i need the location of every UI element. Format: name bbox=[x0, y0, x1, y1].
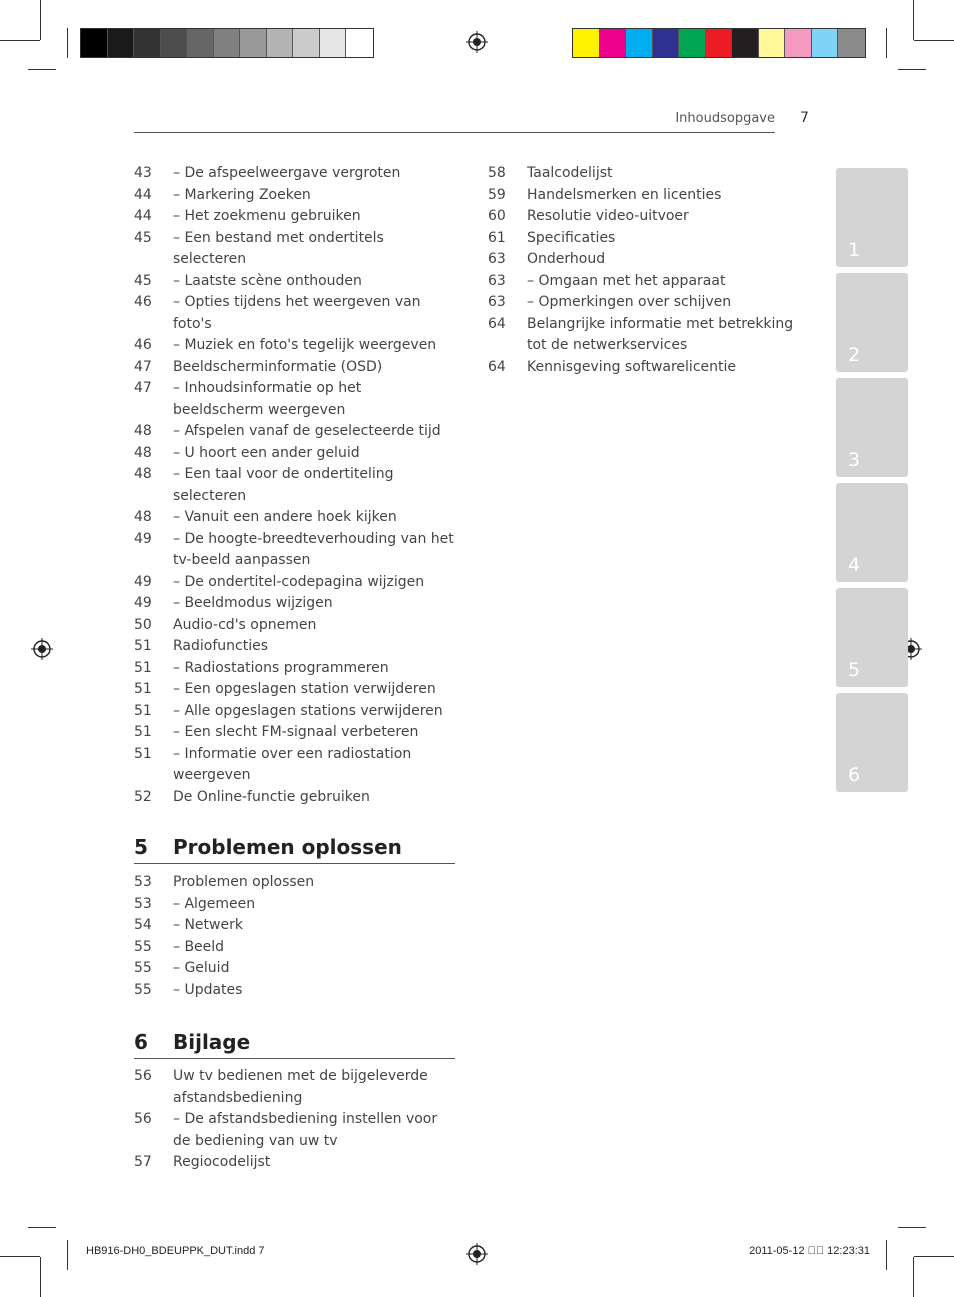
color-swatch bbox=[759, 29, 786, 57]
toc-entry-title: – Beeldmodus wijzigen bbox=[173, 595, 333, 611]
toc-entry[interactable] bbox=[488, 228, 808, 250]
toc-entry-title: – Een bestand met ondertitels selecteren bbox=[173, 229, 384, 267]
toc-entry-title: Radiofuncties bbox=[173, 638, 268, 654]
color-swatch bbox=[81, 29, 108, 57]
toc-entry[interactable] bbox=[488, 357, 808, 379]
chapter-tab-number: 1 bbox=[848, 239, 861, 261]
toc-page-number: 58 bbox=[488, 165, 506, 181]
toc-page-number: 54 bbox=[134, 917, 152, 933]
toc-entry-title: Specificaties bbox=[527, 229, 616, 246]
toc-entry[interactable] bbox=[134, 872, 455, 894]
registration-mark-icon bbox=[31, 638, 53, 660]
toc-page-number: 53 bbox=[134, 874, 152, 890]
crop-mark bbox=[0, 1256, 40, 1257]
toc-entry-title: Belangrijke informatie met betrekking tot de netwerkservices bbox=[527, 315, 794, 353]
grayscale-color-bar bbox=[80, 28, 374, 58]
section-number: 6 bbox=[134, 1030, 148, 1054]
color-swatch bbox=[108, 29, 135, 57]
toc-page-number: 45 bbox=[134, 272, 152, 289]
toc-page-number: 48 bbox=[134, 444, 152, 461]
toc-entry-title: Regiocodelijst bbox=[173, 1154, 271, 1170]
toc-page-number: 48 bbox=[134, 423, 152, 439]
toc-page-number: 47 bbox=[134, 358, 152, 375]
registration-mark-icon bbox=[466, 1243, 488, 1265]
crop-mark bbox=[913, 1257, 914, 1297]
toc-page-number: 52 bbox=[134, 788, 152, 805]
toc-page-number: 49 bbox=[134, 595, 152, 611]
toc-entry-title: Handelsmerken en licenties bbox=[527, 186, 722, 203]
toc-entry[interactable] bbox=[134, 744, 455, 787]
toc-entry-title: – Een opgeslagen station verwijderen bbox=[173, 681, 436, 697]
chapter-tab-6[interactable] bbox=[836, 693, 908, 792]
crop-mark bbox=[886, 28, 887, 58]
crop-mark bbox=[913, 0, 914, 40]
section-heading-6 bbox=[134, 1028, 455, 1059]
toc-page-number: 63 bbox=[488, 272, 506, 289]
toc-entry-title: – Beeld bbox=[173, 938, 225, 955]
crop-mark bbox=[67, 1240, 68, 1270]
toc-page-number: 51 bbox=[134, 638, 152, 654]
section-title: Bijlage bbox=[173, 1030, 251, 1054]
toc-entry[interactable] bbox=[134, 915, 455, 937]
crop-mark bbox=[898, 69, 926, 70]
chapter-tab-5[interactable] bbox=[836, 588, 908, 687]
color-swatch bbox=[134, 29, 161, 57]
toc-entry-title: – Het zoekmenu gebruiken bbox=[173, 208, 361, 224]
section-number: 5 bbox=[134, 835, 148, 859]
toc-entry[interactable] bbox=[134, 378, 455, 421]
toc-entry-title: De Online-functie gebruiken bbox=[173, 788, 370, 805]
toc-left-column bbox=[134, 163, 455, 808]
toc-entry[interactable] bbox=[134, 636, 455, 658]
toc-page-number: 51 bbox=[134, 681, 152, 697]
toc-entry[interactable] bbox=[134, 443, 455, 465]
toc-page-number: 61 bbox=[488, 229, 506, 246]
toc-entry[interactable] bbox=[488, 271, 808, 293]
toc-entry-title: – Opties tijdens het weergeven van foto's bbox=[173, 294, 421, 332]
toc-page-number: 46 bbox=[134, 337, 152, 353]
toc-right-column bbox=[488, 163, 808, 378]
toc-page-number: 55 bbox=[134, 981, 152, 998]
crop-mark bbox=[914, 1256, 954, 1257]
toc-entry[interactable] bbox=[134, 357, 455, 379]
toc-entry-title: – Informatie over een radiostation weergeven bbox=[173, 745, 412, 783]
toc-entry[interactable] bbox=[134, 894, 455, 916]
toc-entry-title: Uw tv bedienen met de bijgeleverde afstandsbediening bbox=[173, 1068, 428, 1106]
toc-entry[interactable] bbox=[488, 314, 808, 357]
toc-entry[interactable] bbox=[134, 937, 455, 959]
crop-mark bbox=[914, 40, 954, 41]
toc-entry-title: – Een taal voor de ondertiteling selecteren bbox=[173, 466, 394, 504]
toc-entry[interactable] bbox=[134, 292, 455, 335]
toc-entry-title: – Muziek en foto's tegelijk weergeven bbox=[173, 337, 437, 353]
toc-entry-title: – De afspeelweergave vergroten bbox=[173, 165, 401, 181]
process-color-bar bbox=[572, 28, 866, 58]
toc-page-number: 45 bbox=[134, 229, 152, 246]
color-swatch bbox=[346, 29, 373, 57]
toc-page-number: 51 bbox=[134, 702, 152, 719]
toc-entry-title: – Vanuit een andere hoek kijken bbox=[173, 509, 397, 525]
color-swatch bbox=[812, 29, 839, 57]
crop-mark bbox=[40, 0, 41, 40]
chapter-tab-number: 5 bbox=[848, 659, 861, 681]
toc-page-number: 63 bbox=[488, 294, 506, 310]
toc-page-number: 51 bbox=[134, 659, 152, 676]
color-swatch bbox=[626, 29, 653, 57]
toc-entry-title: – Laatste scène onthouden bbox=[173, 272, 362, 289]
color-swatch bbox=[320, 29, 347, 57]
toc-entry[interactable] bbox=[134, 529, 455, 572]
toc-entry[interactable] bbox=[488, 163, 808, 185]
crop-mark bbox=[28, 69, 56, 70]
toc-entry-title: Onderhoud bbox=[527, 251, 606, 267]
color-swatch bbox=[573, 29, 600, 57]
toc-page-number: 55 bbox=[134, 960, 152, 976]
toc-entry-title: Problemen oplossen bbox=[173, 874, 315, 890]
toc-entry[interactable] bbox=[488, 249, 808, 271]
toc-entry-title: – Inhoudsinformatie op het beeldscherm weergeven bbox=[173, 380, 362, 418]
toc-entry[interactable] bbox=[488, 292, 808, 314]
crop-mark bbox=[67, 28, 68, 58]
toc-entry[interactable] bbox=[134, 228, 455, 271]
toc-entry-title: Audio-cd's opnemen bbox=[173, 616, 317, 633]
toc-entry[interactable] bbox=[134, 421, 455, 443]
toc-entry[interactable] bbox=[488, 206, 808, 228]
toc-page-number: 46 bbox=[134, 294, 152, 310]
toc-entry[interactable] bbox=[134, 787, 455, 809]
chapter-tab-2[interactable] bbox=[836, 273, 908, 372]
color-swatch bbox=[838, 29, 865, 57]
toc-entry-title: – Alle opgeslagen stations verwijderen bbox=[173, 702, 443, 719]
toc-entry-title: Taalcodelijst bbox=[527, 165, 613, 181]
toc-entry-title: – Een slecht FM-signaal verbeteren bbox=[173, 724, 419, 740]
toc-page-number: 51 bbox=[134, 745, 152, 762]
toc-page-number: 57 bbox=[134, 1154, 152, 1170]
crop-mark bbox=[28, 1227, 56, 1228]
toc-page-number: 49 bbox=[134, 573, 152, 590]
color-swatch bbox=[600, 29, 627, 57]
toc-page-number: 63 bbox=[488, 251, 506, 267]
toc-entry[interactable] bbox=[134, 958, 455, 980]
toc-entry-title: – Afspelen vanaf de geselecteerde tijd bbox=[173, 423, 441, 439]
toc-entry[interactable] bbox=[134, 1109, 455, 1152]
toc-page-number: 59 bbox=[488, 186, 506, 203]
toc-entry[interactable] bbox=[134, 572, 455, 594]
toc-page-number: 49 bbox=[134, 530, 152, 547]
color-swatch bbox=[267, 29, 294, 57]
toc-entry-title: Beeldscherminformatie (OSD) bbox=[173, 358, 383, 375]
running-header-title: Inhoudsopgave bbox=[675, 111, 775, 126]
toc-entry-title: Kennisgeving softwarelicentie bbox=[527, 358, 736, 375]
toc-page-number: 48 bbox=[134, 466, 152, 482]
toc-entry[interactable] bbox=[134, 980, 455, 1002]
toc-entry-title: – U hoort een ander geluid bbox=[173, 444, 360, 461]
toc-entry[interactable] bbox=[134, 507, 455, 529]
color-swatch bbox=[214, 29, 241, 57]
crop-mark bbox=[886, 1240, 887, 1270]
toc-entry-title: – Updates bbox=[173, 981, 243, 998]
registration-mark-icon bbox=[466, 31, 488, 53]
crop-mark bbox=[898, 1227, 926, 1228]
toc-page-number: 64 bbox=[488, 315, 506, 332]
toc-page-number: 50 bbox=[134, 616, 152, 633]
toc-page-number: 56 bbox=[134, 1111, 152, 1127]
color-swatch bbox=[293, 29, 320, 57]
color-swatch bbox=[240, 29, 267, 57]
toc-entry[interactable] bbox=[134, 658, 455, 680]
toc-page-number: 51 bbox=[134, 724, 152, 740]
toc-entry[interactable] bbox=[134, 1066, 455, 1109]
toc-section-5 bbox=[134, 872, 455, 1001]
color-swatch bbox=[732, 29, 759, 57]
toc-page-number: 55 bbox=[134, 938, 152, 955]
toc-page-number: 44 bbox=[134, 208, 152, 224]
toc-entry[interactable] bbox=[134, 271, 455, 293]
toc-entry[interactable] bbox=[134, 206, 455, 228]
toc-entry[interactable] bbox=[134, 335, 455, 357]
page-number: 7 bbox=[800, 110, 809, 126]
section-title: Problemen oplossen bbox=[173, 835, 402, 859]
toc-entry[interactable] bbox=[134, 701, 455, 723]
toc-entry[interactable] bbox=[134, 464, 455, 507]
footer-timestamp: 2011-05-12 ￿￿ 12:23:31 bbox=[749, 1245, 870, 1257]
toc-page-number: 53 bbox=[134, 895, 152, 912]
toc-page-number: 60 bbox=[488, 208, 506, 224]
toc-entry-title: – Algemeen bbox=[173, 895, 256, 912]
crop-mark bbox=[0, 40, 40, 41]
toc-entry[interactable] bbox=[134, 722, 455, 744]
chapter-tab-number: 4 bbox=[848, 554, 861, 576]
chapter-tab-4[interactable] bbox=[836, 483, 908, 582]
toc-page-number: 56 bbox=[134, 1068, 152, 1084]
toc-entry-title: – Radiostations programmeren bbox=[173, 659, 389, 676]
toc-entry-title: Resolutie video-uitvoer bbox=[527, 208, 689, 224]
toc-entry[interactable] bbox=[488, 185, 808, 207]
toc-entry-title: – Omgaan met het apparaat bbox=[527, 272, 726, 289]
toc-entry[interactable] bbox=[134, 163, 455, 185]
chapter-tab-3[interactable] bbox=[836, 378, 908, 477]
toc-entry[interactable] bbox=[134, 1152, 455, 1174]
toc-page-number: 64 bbox=[488, 358, 506, 375]
color-swatch bbox=[679, 29, 706, 57]
chapter-tab-1[interactable] bbox=[836, 168, 908, 267]
toc-entry-title: – Opmerkingen over schijven bbox=[527, 294, 732, 310]
toc-entry-title: – Netwerk bbox=[173, 917, 243, 933]
toc-entry-title: – De ondertitel-codepagina wijzigen bbox=[173, 573, 425, 590]
color-swatch bbox=[785, 29, 812, 57]
crop-mark bbox=[40, 1257, 41, 1297]
chapter-tab-number: 3 bbox=[848, 449, 861, 471]
chapter-tab-number: 6 bbox=[848, 764, 861, 786]
toc-page-number: 48 bbox=[134, 509, 152, 525]
toc-entry-title: – De afstandsbediening instellen voor de bediening van uw tv bbox=[173, 1111, 438, 1149]
toc-page-number: 43 bbox=[134, 165, 152, 181]
toc-entry[interactable] bbox=[134, 593, 455, 615]
toc-page-number: 44 bbox=[134, 186, 152, 203]
color-swatch bbox=[187, 29, 214, 57]
toc-section-6 bbox=[134, 1066, 455, 1174]
toc-entry[interactable] bbox=[134, 679, 455, 701]
footer-filename: HB916-DH0_BDEUPPK_DUT.indd 7 bbox=[86, 1245, 265, 1257]
toc-entry[interactable] bbox=[134, 615, 455, 637]
toc-entry-title: – De hoogte-breedteverhouding van het tv-beeld aanpassen bbox=[173, 530, 454, 568]
color-swatch bbox=[161, 29, 188, 57]
color-swatch bbox=[653, 29, 680, 57]
toc-entry-title: – Markering Zoeken bbox=[173, 186, 311, 203]
color-swatch bbox=[706, 29, 733, 57]
toc-entry-title: – Geluid bbox=[173, 960, 230, 976]
toc-entry[interactable] bbox=[134, 185, 455, 207]
chapter-tab-number: 2 bbox=[848, 344, 861, 366]
toc-page-number: 47 bbox=[134, 380, 152, 396]
header-divider bbox=[134, 132, 775, 133]
section-heading-5 bbox=[134, 833, 455, 864]
